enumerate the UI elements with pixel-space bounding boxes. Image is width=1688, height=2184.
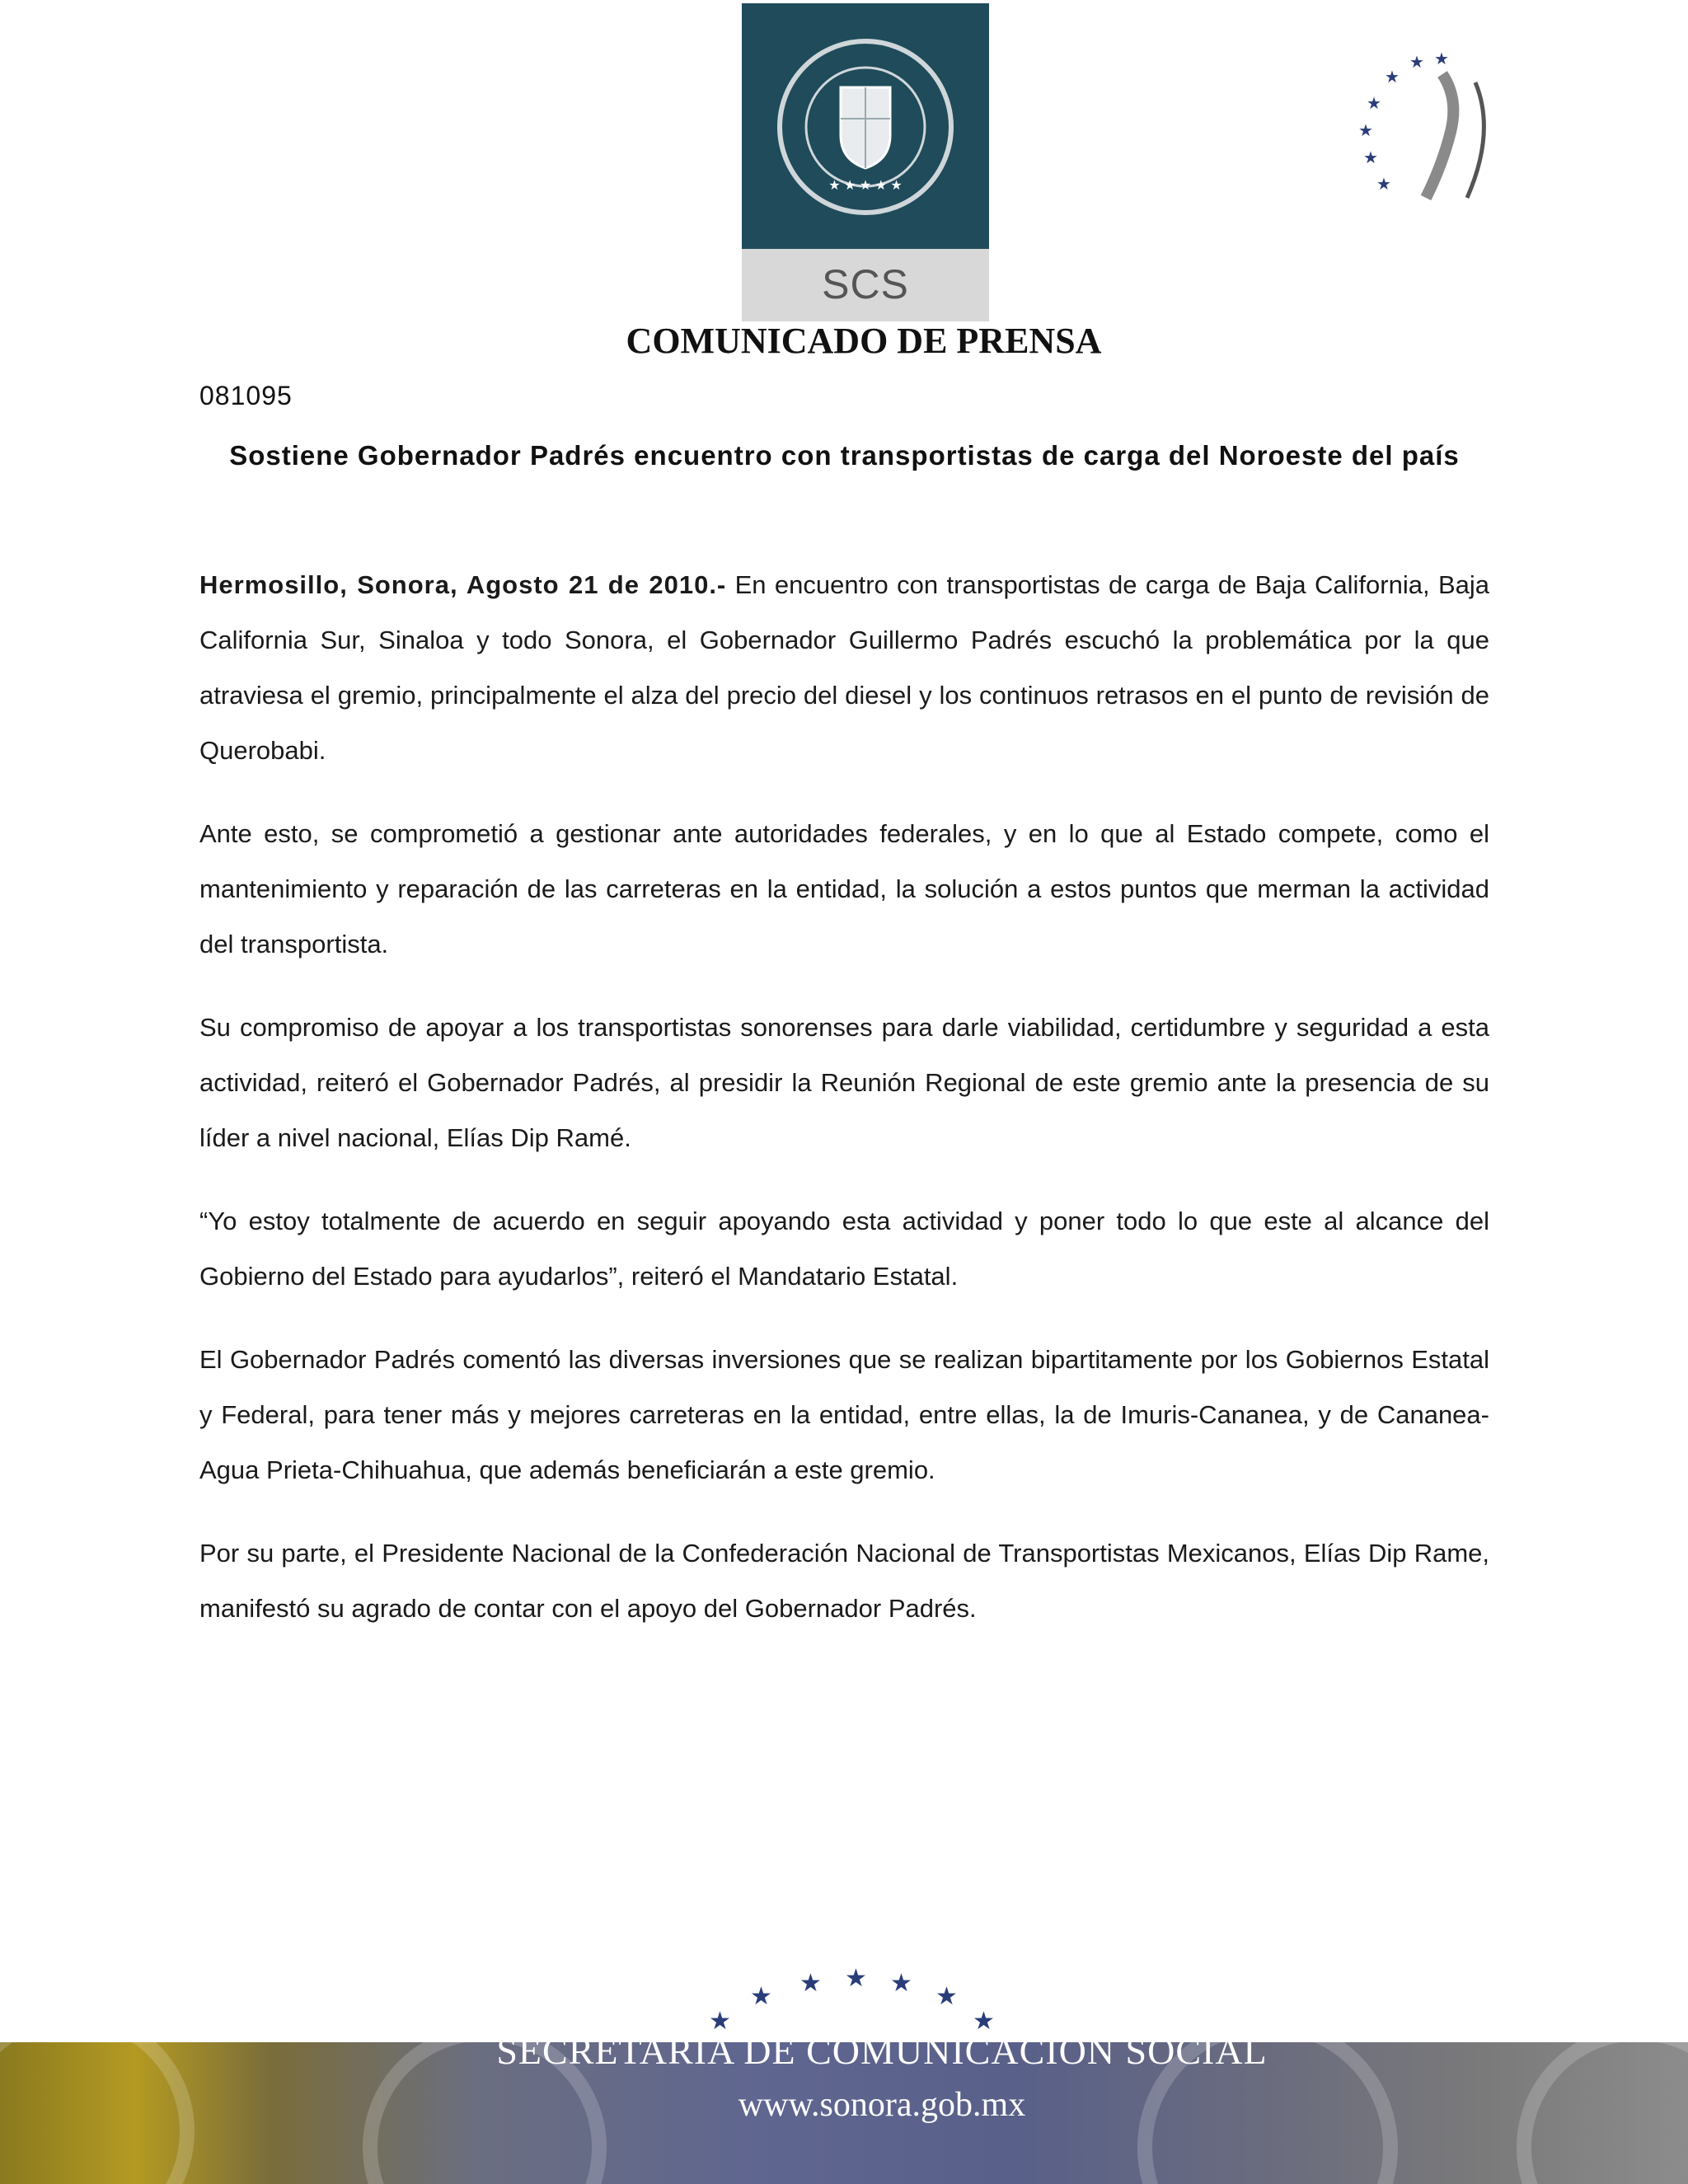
headline: Sostiene Gobernador Padrés encuentro con transportistas de carga del Noroeste del país	[229, 440, 1460, 471]
footer-organization: SECRETARIA DE COMUNICACION SOCIAL	[496, 2030, 1268, 2072]
svg-text:★: ★	[845, 1964, 867, 1993]
svg-text:★: ★	[973, 2007, 995, 2036]
svg-text:★: ★	[890, 1969, 912, 1998]
svg-text:★: ★	[1376, 174, 1391, 194]
article-body	[199, 557, 1489, 1664]
svg-text:★: ★	[1367, 93, 1381, 113]
document-title: COMUNICADO DE PRENSA	[626, 321, 1102, 361]
scs-logo	[742, 3, 989, 321]
svg-text:★ ★ ★ ★ ★: ★ ★ ★ ★ ★	[828, 179, 903, 193]
bicentenario-logo-icon	[1352, 49, 1533, 214]
svg-text:★: ★	[750, 1982, 772, 2011]
svg-text:★: ★	[1409, 52, 1424, 72]
paragraph-1-text: En encuentro con transportistas de carga de Baja California, Baja California Sur, Sinaloa y todo Sonora, el Gobernador Guillermo Padrés escuchó la problemática por la que atraviesa el gremio, principalmente el alza del precio del diesel y los continuos retrasos en el punto de revisión de Querobabi.	[199, 570, 1489, 765]
paragraph-2: Ante esto, se comprometió a gestionar ante autoridades federales, y en lo que al Estado compete, como el mantenimiento y reparación de las carreteras en la entidad, la solución a estos puntos que merman la actividad del transportista.	[199, 819, 1489, 958]
footer-stars-icon	[692, 1961, 1006, 2036]
dateline: Hermosillo, Sonora, Agosto 21 de 2010.-	[199, 570, 727, 599]
svg-text:★: ★	[935, 1982, 958, 2011]
state-seal-icon	[775, 36, 956, 218]
paragraph-1	[199, 557, 1489, 778]
paragraph-3: Su compromiso de apoyar a los transportistas sonorenses para darle viabilidad, certidumbre y seguridad a esta actividad, reiteró el Gobernador Padrés, al presidir la Reunión Regional de este gremio ante la presencia de su líder a nivel nacional, Elías Dip Ramé.	[199, 1013, 1489, 1152]
paragraph-5: El Gobernador Padrés comentó las diversas inversiones que se realizan bipartitamente por los Gobiernos Estatal y Federal, para tener más y mejores carreteras en la entidad, entre ellas, la de Imuris-Cananea, y de Cananea-Agua Prieta-Chihuahua, que además beneficiarán a este gremio.	[199, 1345, 1489, 1484]
paragraph-4: “Yo estoy totalmente de acuerdo en seguir apoyando esta actividad y poner todo lo que este al alcance del Gobierno del Estado para ayudarlos”, reiteró el Mandatario Estatal.	[199, 1207, 1489, 1291]
footer-url-link[interactable]: www.sonora.gob.mx	[738, 2086, 1026, 2124]
svg-text:★: ★	[1363, 148, 1378, 167]
svg-text:★: ★	[1434, 49, 1449, 68]
svg-text:★: ★	[1358, 120, 1373, 140]
document-number: 081095	[199, 381, 293, 410]
svg-text:★: ★	[1385, 67, 1400, 87]
logo-text: SCS	[822, 261, 909, 307]
paragraph-6: Por su parte, el Presidente Nacional de la Confederación Nacional de Transportistas Mexicanos, Elías Dip Rame, manifestó su agrado de contar con el apoyo del Gobernador Padrés.	[199, 1539, 1489, 1623]
svg-text:★: ★	[799, 1969, 822, 1998]
svg-text:★: ★	[709, 2007, 731, 2036]
